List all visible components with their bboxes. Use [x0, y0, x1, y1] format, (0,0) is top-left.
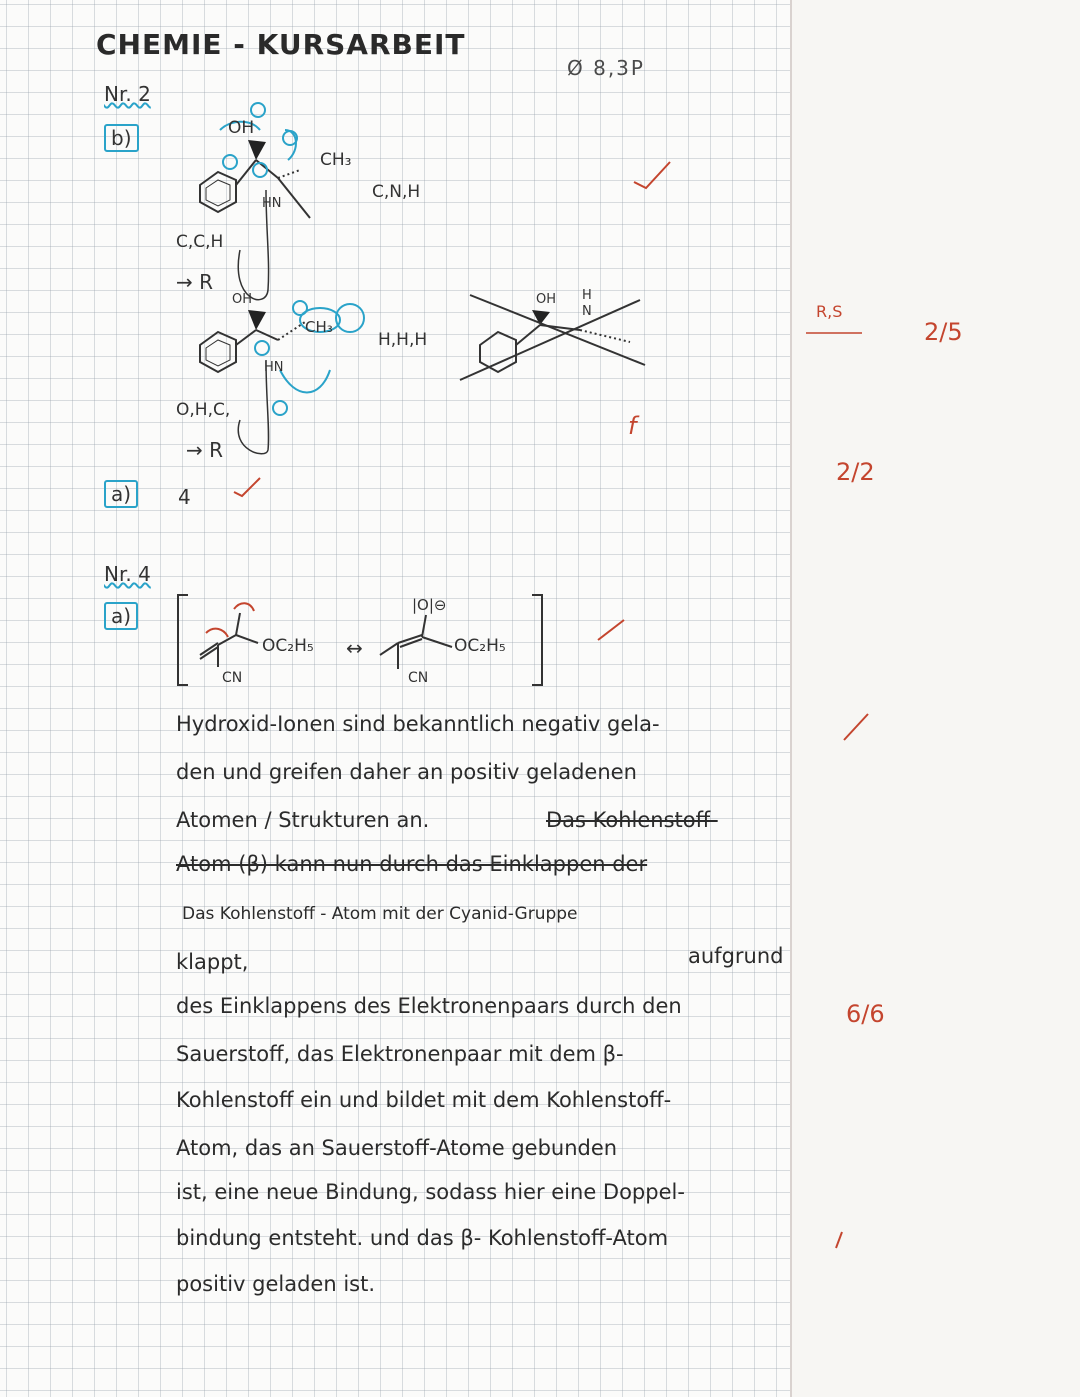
rs-margin-note: R,S [816, 302, 843, 321]
answer-line-6-left: klappt, [176, 950, 249, 974]
answer-line-12: bindung entsteht. und das β- Kohlenstoff-Atom [176, 1226, 669, 1250]
subtask-b-label: b) [104, 124, 139, 152]
correction-margin [790, 0, 1080, 1397]
answer-line-3: Atomen / Strukturen an. [176, 808, 430, 832]
task-number-2: Nr. 2 [104, 82, 151, 106]
score-a: 2/2 [836, 458, 875, 486]
answer-line-9: Kohlenstoff ein und bildet mit dem Kohlenstoff- [176, 1088, 672, 1112]
oh-top-label: OH [228, 118, 255, 138]
hn-top-label: HN [262, 196, 282, 211]
result-top: → R [176, 270, 214, 294]
answer-line-11: ist, eine neue Bindung, sodass hier eine Doppel- [176, 1180, 685, 1204]
checkmark-top [632, 160, 672, 190]
answer-line-4-struck: Atom (β) kann nun durch das Einklappen der [176, 852, 648, 876]
resonance-left-group: OC₂H₅ [262, 636, 314, 656]
priority-top: C,N,H [372, 182, 421, 202]
oh-bottom-label: OH [232, 292, 253, 307]
resonance-right-cn: CN [408, 670, 429, 686]
answer-line-10: Atom, das an Sauerstoff-Atome gebunden [176, 1136, 618, 1160]
score-nr4: 6/6 [846, 1000, 885, 1028]
n-crossed-label: N [582, 304, 592, 319]
margin-divider [790, 0, 792, 1397]
answer-line-6-right: aufgrund [688, 944, 784, 968]
answer-line-13: positiv geladen ist. [176, 1272, 375, 1296]
h-crossed-label: H [582, 288, 592, 303]
hn-bottom-label: HN [264, 360, 284, 375]
resonance-arrow: ↔ [346, 636, 363, 660]
resonance-right-group: OC₂H₅ [454, 636, 506, 656]
resonance-left-cn: CN [222, 670, 243, 686]
ch3-top-label: CH₃ [320, 150, 352, 170]
page-title: CHEMIE - KURSARBEIT [96, 28, 466, 61]
answer-line-8: Sauerstoff, das Elektronenpaar mit dem β- [176, 1042, 624, 1066]
answer-line-1: Hydroxid-Ionen sind bekanntlich negativ gela- [176, 712, 660, 736]
answer-line-3-struck: Das Kohlenstoff- [546, 808, 718, 832]
oh-crossed-label: OH [536, 292, 557, 307]
answer-a-value: 4 [178, 485, 191, 509]
subtask-a-label-nr4: a) [104, 602, 138, 630]
substituents-bottom: O,H,C, [176, 400, 231, 420]
rs-underline [806, 330, 866, 336]
answer-line-2: den und greifen daher an positiv geladenen [176, 760, 637, 784]
false-mark: f [628, 412, 637, 440]
checkmark-a [232, 476, 262, 498]
crossed-out-molecule [450, 280, 670, 400]
margin-check-2 [834, 1230, 846, 1250]
result-bottom: → R [186, 438, 224, 462]
checkmark-nr4 [596, 618, 626, 642]
resonance-o-top: |O|⊖ [412, 596, 447, 614]
margin-check-1 [842, 712, 872, 742]
priority-bottom: H,H,H [378, 330, 428, 350]
substituents-top: C,C,H [176, 232, 224, 252]
answer-line-7: des Einklappens des Elektronenpaars durch den [176, 994, 682, 1018]
ch3-bottom-label: CH₃ [305, 318, 333, 336]
subtask-a-label: a) [104, 480, 138, 508]
task-number-4: Nr. 4 [104, 562, 151, 586]
average-score: Ø 8,3P [567, 56, 645, 80]
score-b: 2/5 [924, 318, 963, 346]
answer-line-5: Das Kohlenstoff - Atom mit der Cyanid-Gruppe [182, 904, 578, 924]
